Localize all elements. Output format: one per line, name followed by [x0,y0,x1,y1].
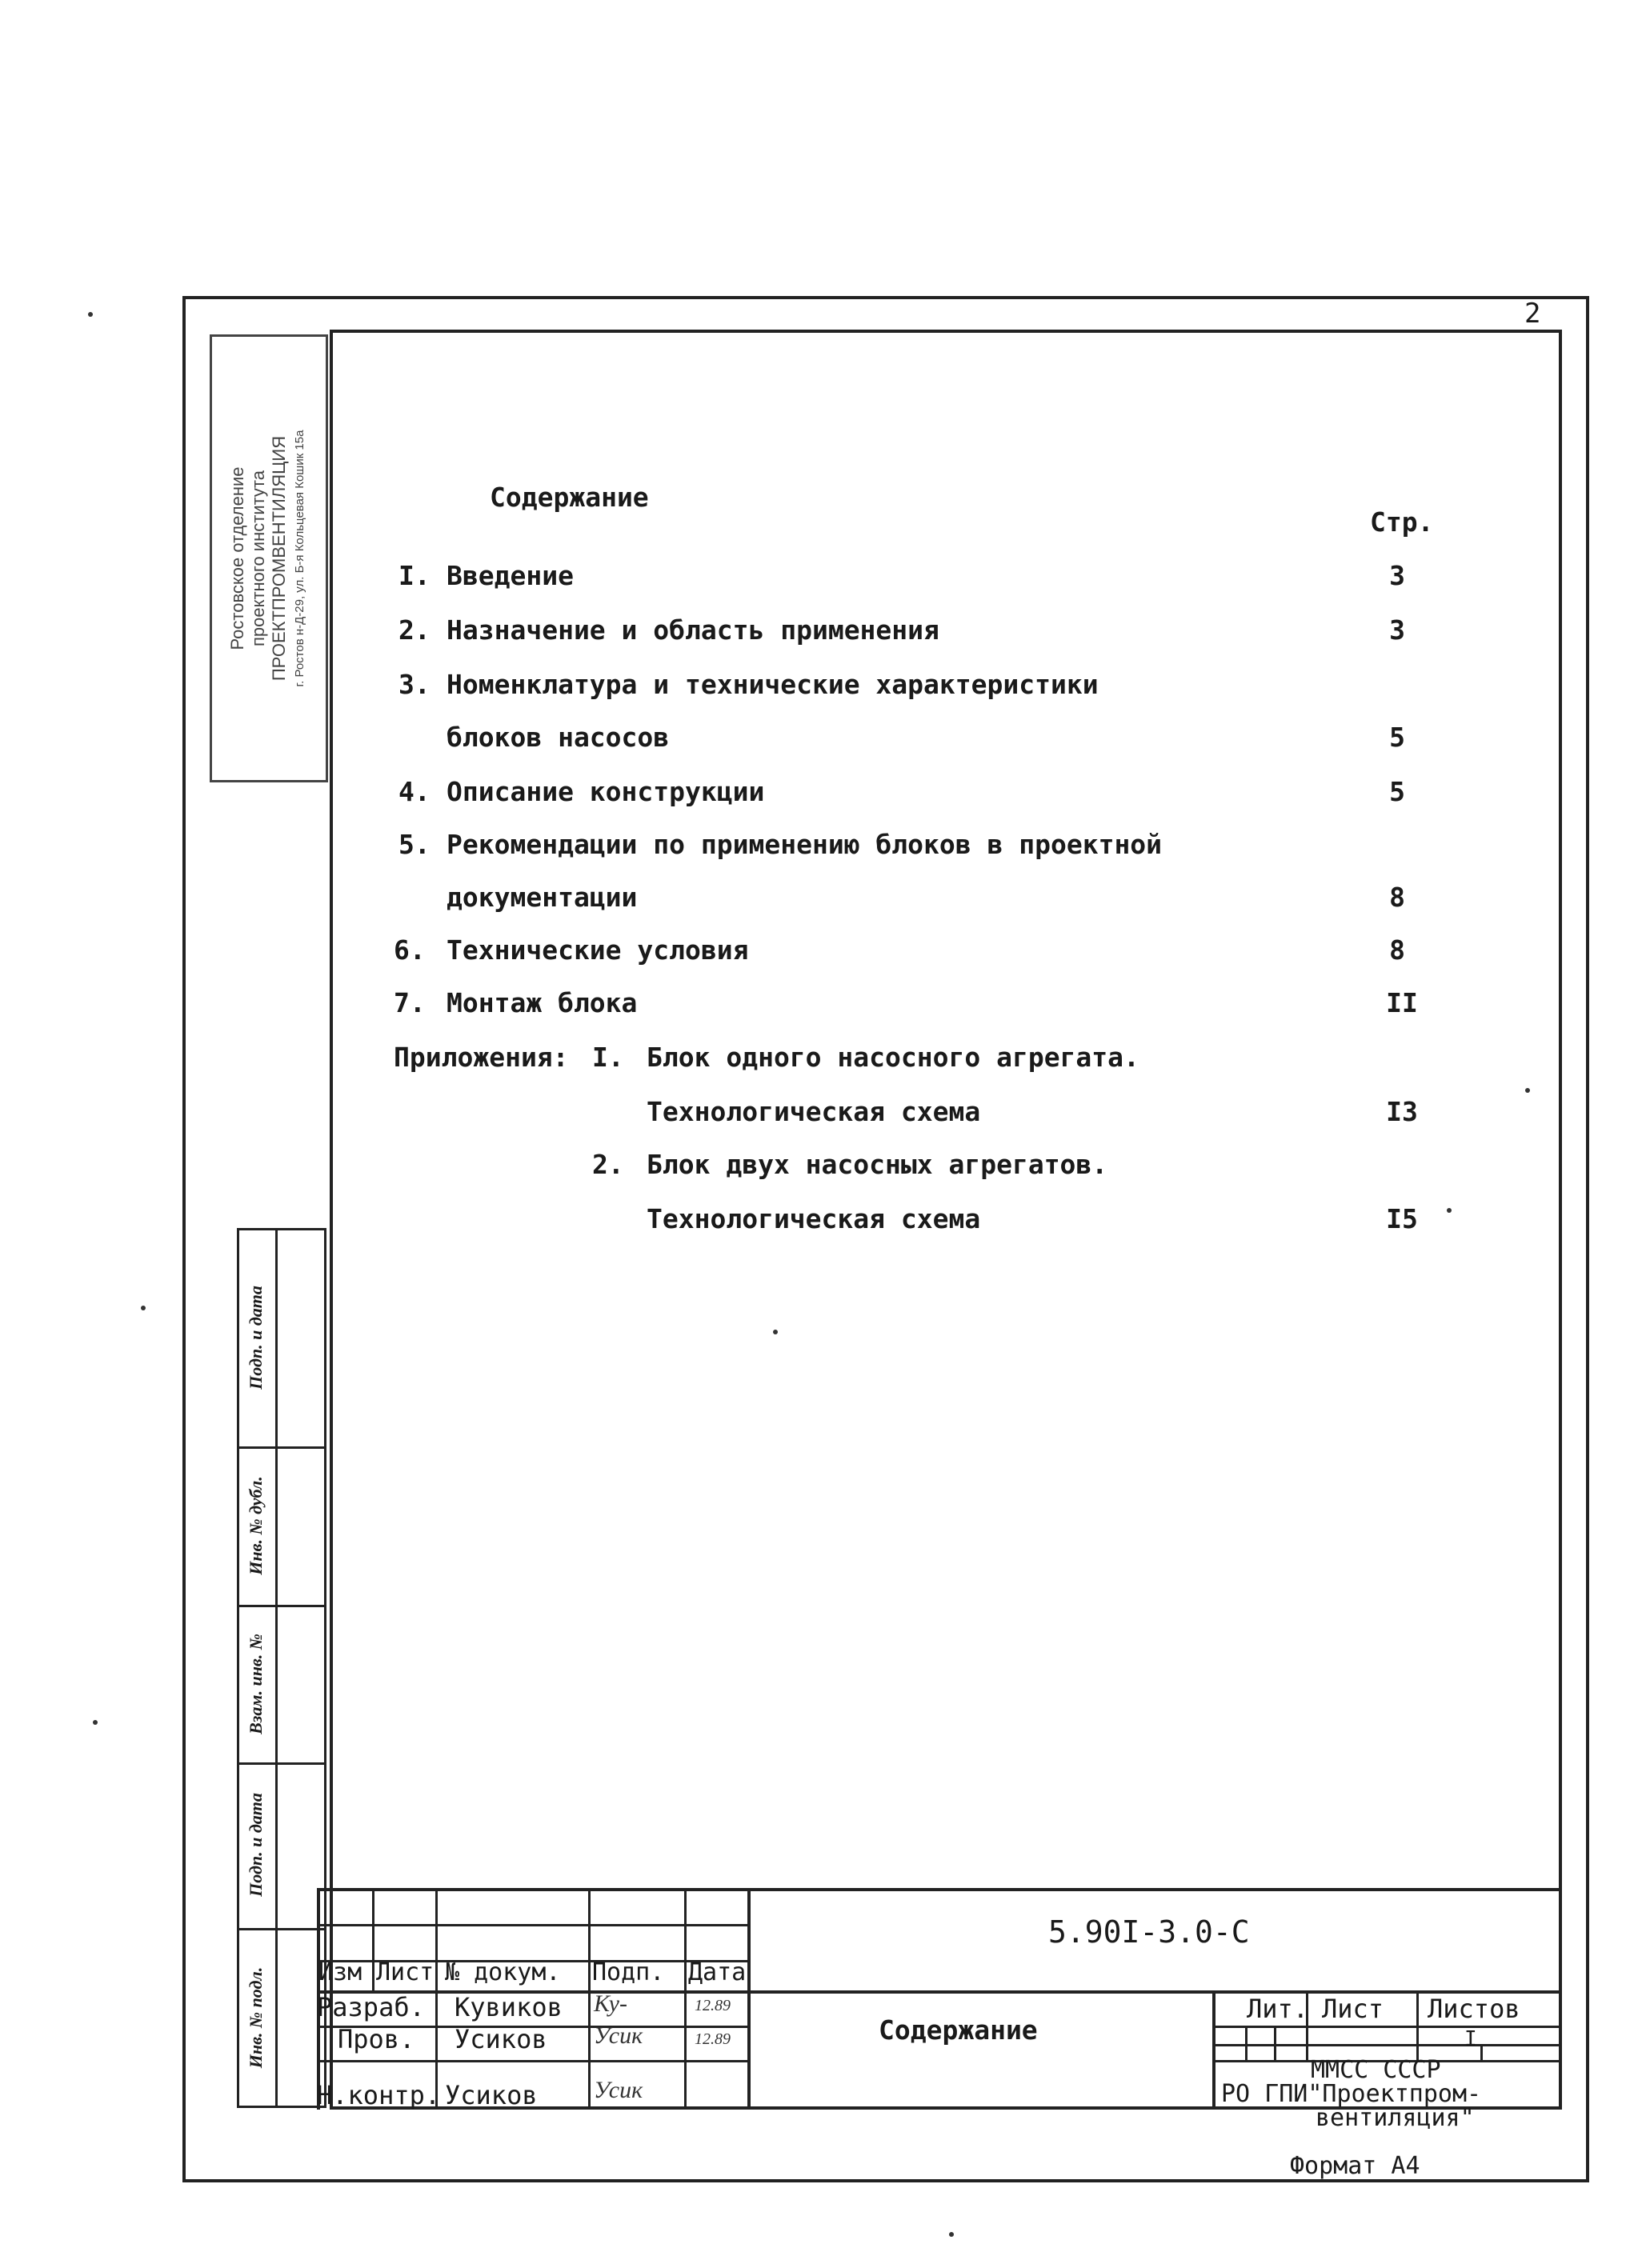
stamp-line: Ростовское отделение [227,466,247,650]
name-norm-control: Усиков [445,2080,538,2110]
list-item-page: 8 [1389,934,1405,966]
signature-checker: Усик [594,2022,643,2049]
scan-speck [93,1720,98,1725]
list-item-number: I. [398,560,431,591]
header-izm: Изм [318,1958,362,1986]
strip-divider [237,1928,326,1930]
scan-speck [141,1306,146,1310]
list-item-text: Номенклатура и технические характеристики [447,669,1099,700]
list-item-page: 3 [1389,614,1405,646]
title-block-col [1245,2026,1248,2061]
scan-speck [1525,1088,1530,1093]
strip-label-replace-inv: Взам. инв. № [246,1634,266,1734]
page-number: 2 [1524,298,1541,330]
list-item-number: 5. [398,829,431,860]
name-checker: Усиков [455,2024,547,2054]
header-signature: Подп. [592,1958,665,1986]
title-block-col [435,1888,438,2110]
organization-stamp-text [227,342,310,774]
strip-label-orig-inv: Инв. № подл. [246,1966,266,2069]
strip-divider [237,1605,326,1607]
strip-divider [275,1228,278,2108]
title-block-border [317,1888,1562,1891]
title-block-rule [1212,2026,1562,2028]
list-item-text: Технологическая схема [647,1203,981,1234]
strip-label-sign-date-2: Подп. и дата [246,1793,266,1897]
strip-divider [237,1446,326,1449]
list-item-text: Технологическая схема [647,1096,981,1127]
list-item-number: I. [592,1042,624,1073]
title-block-col [1416,1990,1419,2061]
org-line: РО ГПИ"Проектпром- [1221,2080,1482,2108]
strip-label-sign-date: Подп. и дата [246,1286,266,1390]
title-block-col [372,1888,374,1992]
list-item-text: Блок одного насосного агрегата. [647,1042,1139,1073]
list-item-text: документации [447,882,638,913]
title-block-col [1480,2044,1483,2061]
role-developer: Разраб. [317,1992,425,2022]
title-block-col [1212,1990,1215,2110]
title-block-col [588,1888,591,2110]
role-norm-control: Н.контр. [317,2080,441,2110]
list-item-text: Монтаж блока [447,987,638,1018]
list-item-number: 2. [398,614,431,646]
sheets-value: I [1464,2027,1477,2051]
list-item-text: Описание конструкции [447,776,765,807]
appendix-label: Приложения: [394,1042,569,1073]
sheets-header: Листов [1428,1994,1520,2024]
strip-divider [237,1762,326,1765]
list-item-text: Рекомендации по применению блоков в проектной [447,829,1163,860]
header-doc-number: № докум. [445,1958,561,1986]
list-item-text: Блок двух насосных агрегатов. [647,1149,1108,1180]
document-code: 5.90I-3.0-С [1048,1914,1250,1950]
list-item-page: 3 [1389,560,1405,591]
list-item-page: I5 [1386,1203,1418,1234]
date-developer: 12.89 [695,1997,731,2014]
list-item-number: 3. [398,669,431,700]
sheet-header: Лист [1322,1994,1384,2024]
format-label: Формат А4 [1290,2152,1420,2180]
scan-speck [88,312,93,317]
list-item-text: Технические условия [447,934,749,966]
title-block-col [684,1888,687,2110]
scan-speck [949,2232,954,2237]
scan-speck [1447,1208,1452,1213]
scan-speck [773,1330,778,1334]
list-item-page: 8 [1389,882,1405,913]
page-column-header: Стр. [1370,506,1434,538]
stamp-address: г. Ростов н-Д-29, ул. Б-я Кольцевая Кошик 15а [293,430,306,687]
title-block-rule [1212,2044,1562,2046]
org-line: вентиляция" [1316,2104,1475,2132]
date-checker: 12.89 [695,2030,731,2048]
list-item-page: 5 [1389,776,1405,807]
list-item-number: 2. [592,1149,624,1180]
list-item-page: 5 [1389,722,1405,753]
org-line: ММСС СССР [1311,2056,1441,2084]
list-item-number: 7. [394,987,426,1018]
signature-norm-control: Усик [594,2077,643,2103]
list-item-number: 6. [394,934,426,966]
header-list: Лист [376,1958,435,1986]
list-item-page: II [1386,987,1418,1018]
title-block-col [747,1888,751,2110]
strip-label-dup-inv: Инв. № дубл. [246,1476,266,1575]
title-block-col [1274,2026,1276,2061]
contents-title: Содержание [490,482,649,513]
list-item-text: Введение [447,560,574,591]
stamp-line: ПРОЕКТПРОМВЕНТИЛЯЦИЯ [269,435,289,682]
role-checker: Пров. [338,2024,415,2054]
list-item-text: Назначение и область применения [447,614,939,646]
lit-header: Лит. [1247,1994,1309,2024]
document-title: Содержание [879,2014,1038,2046]
list-item-number: 4. [398,776,431,807]
signature-developer: Ку- [594,1990,627,2017]
stamp-line: проектного института [248,470,268,647]
header-date: Дата [688,1958,747,1986]
list-item-page: I3 [1386,1096,1418,1127]
name-developer: Кувиков [455,1992,563,2022]
list-item-text: блоков насосов [447,722,670,753]
